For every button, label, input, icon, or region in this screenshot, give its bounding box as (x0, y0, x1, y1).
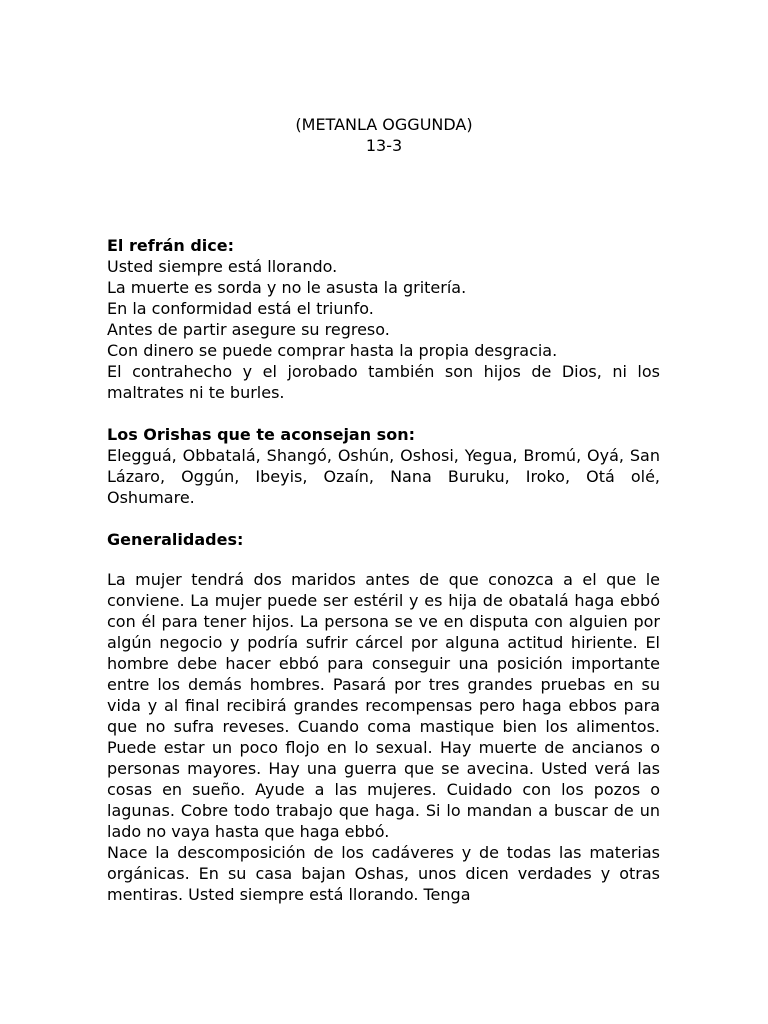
orishas-heading: Los Orishas que te aconsejan son: (107, 425, 415, 444)
refran-line: Antes de partir asegure su regreso. (107, 320, 390, 339)
refran-line: El contrahecho y el jorobado también son hijos de Dios, ni los maltrates ni te burles. (107, 362, 660, 402)
generalidades-heading: Generalidades: (107, 530, 244, 549)
document-number: 13-3 (365, 136, 403, 155)
document-title: (METANLA OGGUNDA) (295, 115, 473, 134)
refran-line: La muerte es sorda y no le asusta la gritería. (107, 278, 467, 297)
generalidades-paragraph: Nace la descomposición de los cadáveres y de todas las materias orgánicas. En su casa bajan Oshas, unos dicen verdades y otras mentiras. Usted siempre está llorando. Tenga (107, 843, 660, 904)
title-block (0, 114, 768, 156)
generalidades-paragraph: La mujer tendrá dos maridos antes de que conozca a el que le conviene. La mujer puede ser estéril y es hija de obatalá haga ebbó con él para tener hijos. La persona se ve en disputa con alguien por algún negocio y podría sufrir cárcel por alguna actitud hiriente. El hombre debe hacer ebbó para conseguir una posición importante entre los demás hombres. Pasará por tres grandes pruebas en su vida y al final recibirá grandes recompensas pero haga ebbos para que no sufra reveses. Cuando coma mastique bien los alimentos. Puede estar un poco flojo en lo sexual. Hay muerte de ancianos o personas mayores. Hay una guerra que se avecina. Usted verá las cosas en sueño. Ayude a las mujeres. Cuidado con los pozos o lagunas. Cobre todo trabajo que haga. Si lo mandan a buscar de un lado no vaya hasta que haga ebbó. (107, 570, 660, 841)
refran-heading: El refrán dice: (107, 236, 235, 255)
refran-line: Con dinero se puede comprar hasta la propia desgracia. (107, 341, 558, 360)
refran-line: En la conformidad está el triunfo. (107, 299, 374, 318)
document-body (107, 235, 660, 905)
orishas-list: Elegguá, Obbatalá, Shangó, Oshún, Oshosi, Yegua, Bromú, Oyá, San Lázaro, Oggún, Ibeyis, Ozaín, Nana Buruku, Iroko, Otá olé, Oshumare. (107, 446, 660, 507)
refran-line: Usted siempre está llorando. (107, 257, 338, 276)
